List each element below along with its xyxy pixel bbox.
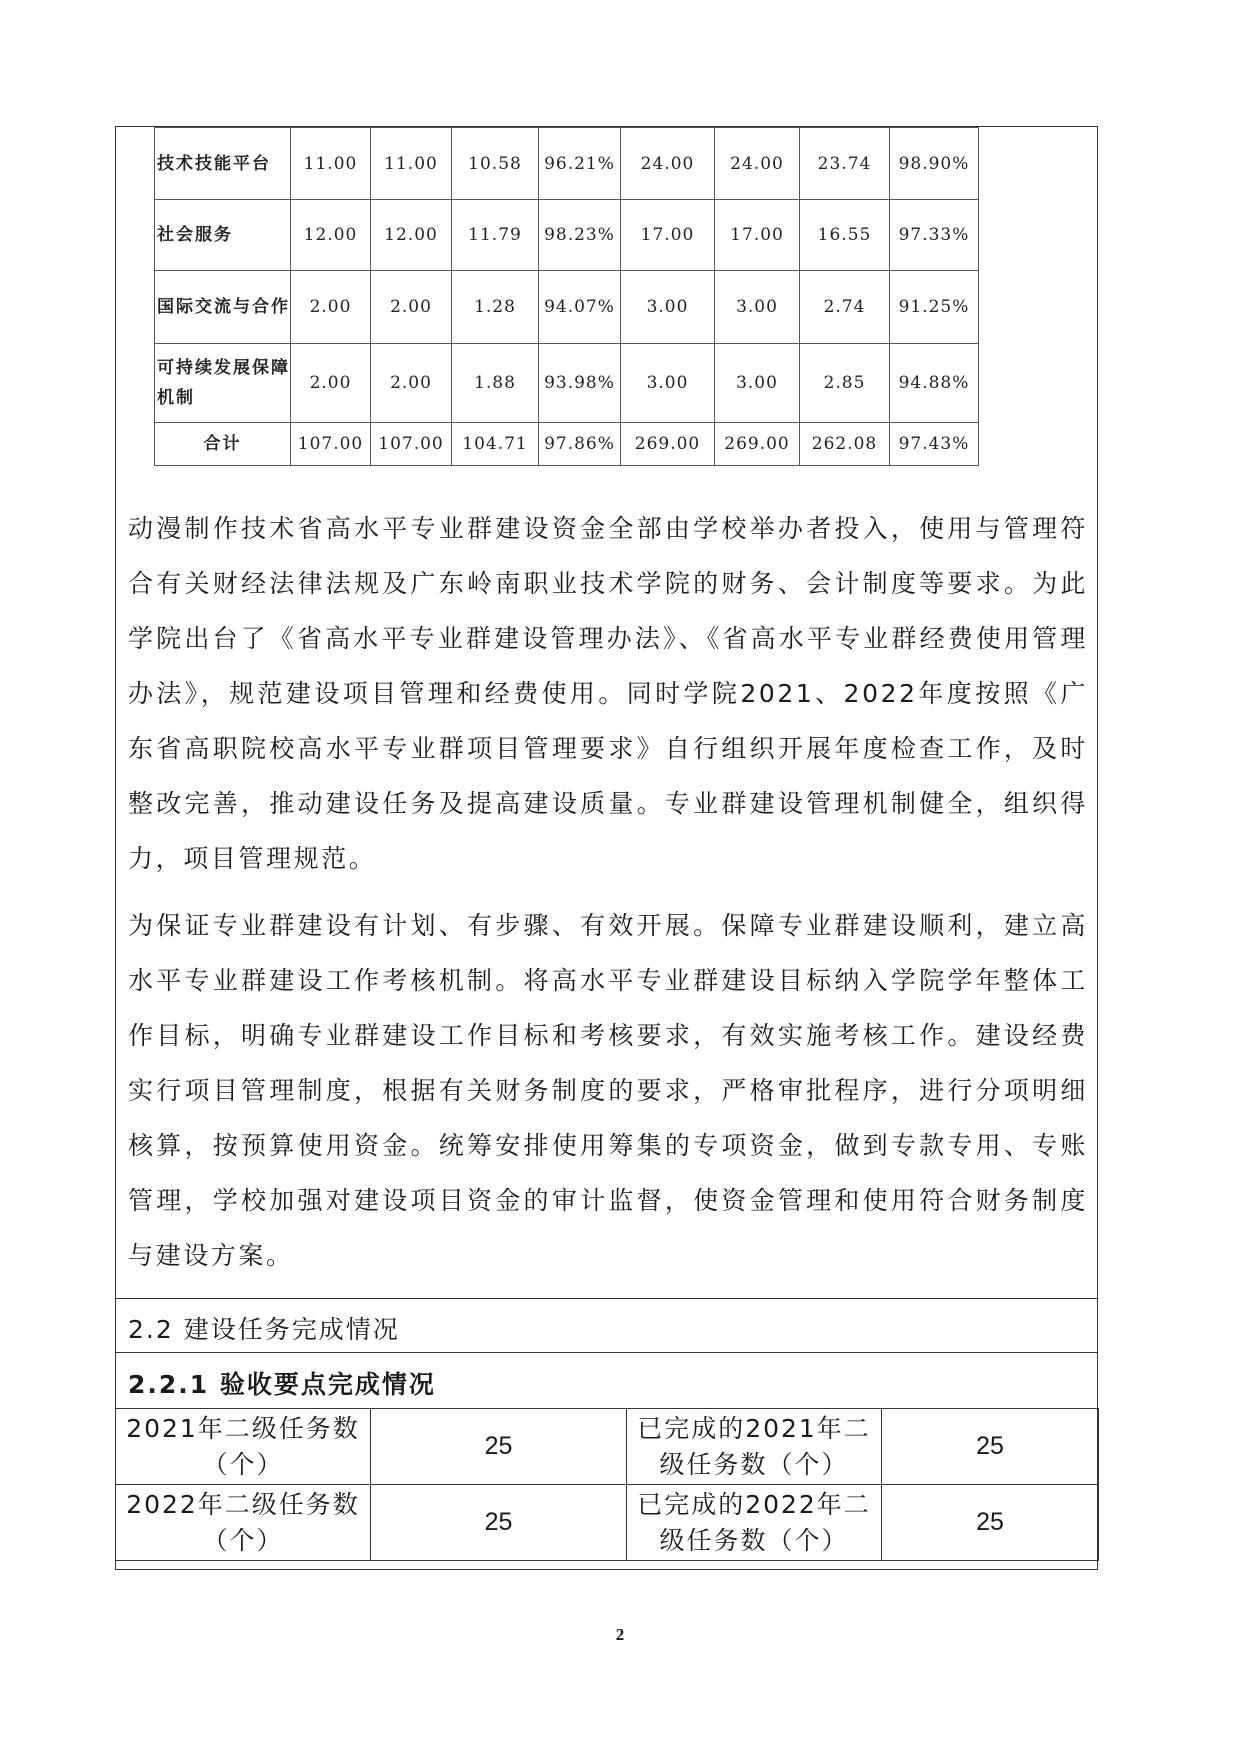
table-row-label: 社会服务 [155,200,291,271]
table-cell: 97.33% [890,200,979,271]
table-row [155,128,979,200]
table-cell: 3.00 [715,344,800,423]
table-cell: 269.00 [715,423,800,466]
table-cell: 17.00 [715,200,800,271]
completed-task-count-value-2022: 25 [882,1485,1099,1561]
table-row-label: 可持续发展保障机制 [155,344,291,423]
table-row [155,271,979,344]
fund-usage-table [154,127,979,466]
table-cell: 98.23% [539,200,621,271]
table-cell: 97.43% [890,423,979,466]
table-cell: 24.00 [621,128,715,200]
table-cell: 93.98% [539,344,621,423]
section-divider [115,1352,1098,1353]
table-row-label: 技术技能平台 [155,128,291,200]
table-row [155,200,979,271]
table-cell: 17.00 [621,200,715,271]
subsection-heading: 2.2.1 验收要点完成情况 [128,1370,436,1399]
table-cell: 1.28 [452,271,539,344]
task-completion-table [115,1408,1099,1561]
table-cell: 12.00 [371,200,452,271]
completed-task-count-value-2021: 25 [882,1409,1099,1485]
table-cell: 269.00 [621,423,715,466]
table-cell: 11.00 [371,128,452,200]
table-row [155,344,979,423]
table-cell: 12.00 [291,200,371,271]
table-cell: 2.00 [371,344,452,423]
table-cell: 96.21% [539,128,621,200]
table-row-label: 国际交流与合作 [155,271,291,344]
table-cell: 91.25% [890,271,979,344]
table-cell: 2.74 [800,271,890,344]
table-cell: 94.88% [890,344,979,423]
task-count-label-2022: 2022年二级任务数（个） [116,1485,371,1561]
table-cell: 3.00 [621,271,715,344]
table-cell: 104.71 [452,423,539,466]
table-cell: 16.55 [800,200,890,271]
table-cell: 11.00 [291,128,371,200]
table-cell: 2.00 [291,271,371,344]
table-row [116,1409,1099,1485]
table-row [116,1485,1099,1561]
table-cell: 262.08 [800,423,890,466]
assessment-mechanism-paragraph: 为保证专业群建设有计划、有步骤、有效开展。保障专业群建设顺利，建立高水平专业群建设工作考核机制。将高水平专业群建设目标纳入学院学年整体工作目标，明确专业群建设工作目标和考核要求，有效实施考核工作。建设经费实行项目管理制度，根据有关财务制度的要求，严格审批程序，进行分项明细核算，按预算使用资金。统筹安排使用筹集的专项资金，做到专款专用、专账管理，学校加强对建设项目资金的审计监督，使资金管理和使用符合财务制度与建设方案。 [128,911,1088,1270]
page-number: 2 [615,1625,625,1644]
table-cell: 11.79 [452,200,539,271]
table-cell: 2.00 [371,271,452,344]
table-cell: 107.00 [371,423,452,466]
task-count-label-2021: 2021年二级任务数（个） [116,1409,371,1485]
funding-management-paragraph: 动漫制作技术省高水平专业群建设资金全部由学校举办者投入，使用与管理符合有关财经法律法规及广东岭南职业技术学院的财务、会计制度等要求。为此学院出台了《省高水平专业群建设管理办法》、《省高水平专业群经费使用管理办法》，规范建设项目管理和经费使用。同时学院2021、2022年度按照《广东省高职院校高水平专业群项目管理要求》自行组织开展年度检查工作，及时整改完善，推动建设任务及提高建设质量。专业群建设管理机制健全，组织得力，项目管理规范。 [128,514,1088,873]
table-row-label: 合计 [155,423,291,466]
table-cell: 3.00 [715,271,800,344]
task-count-value-2022: 25 [371,1485,627,1561]
table-cell: 23.74 [800,128,890,200]
table-cell: 107.00 [291,423,371,466]
completed-task-count-label-2021: 已完成的2021年二级任务数（个） [627,1409,882,1485]
table-cell: 10.58 [452,128,539,200]
section-heading: 2.2 建设任务完成情况 [128,1315,400,1344]
table-cell: 2.00 [291,344,371,423]
table-cell: 97.86% [539,423,621,466]
task-count-value-2021: 25 [371,1409,627,1485]
table-cell: 24.00 [715,128,800,200]
table-cell: 1.88 [452,344,539,423]
table-cell: 2.85 [800,344,890,423]
table-cell: 98.90% [890,128,979,200]
completed-task-count-label-2022: 已完成的2022年二级任务数（个） [627,1485,882,1561]
section-divider [115,1298,1098,1299]
table-cell: 3.00 [621,344,715,423]
table-cell: 94.07% [539,271,621,344]
table-row [155,423,979,466]
